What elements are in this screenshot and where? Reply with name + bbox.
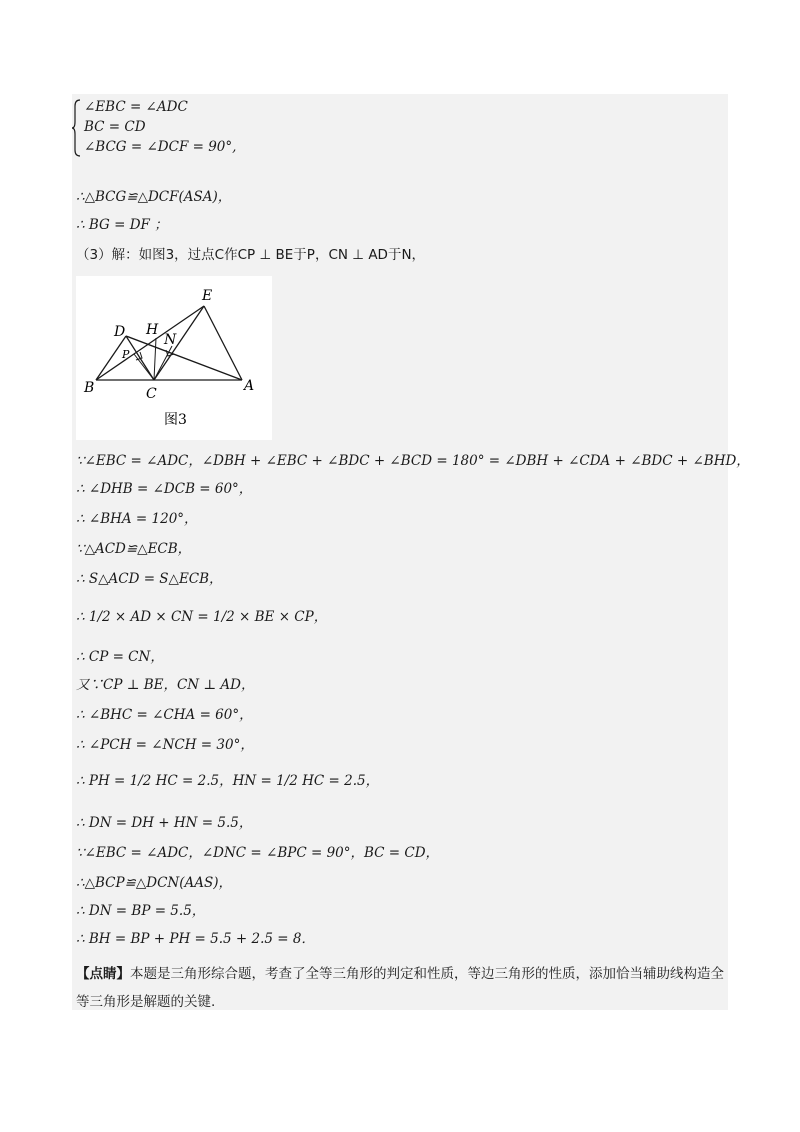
label-H: H — [146, 322, 159, 338]
line-b9: ∴ ∠BHC = ∠CHA = 60°， — [76, 707, 253, 723]
label-A: A — [244, 378, 255, 394]
system-brace — [72, 98, 82, 158]
line-b4: ∵△ACD≌△ECB， — [76, 541, 192, 557]
line-b15: ∴ DN = BP = 5.5， — [76, 903, 206, 919]
label-E: E — [202, 288, 213, 304]
line-b14: ∴△BCP≌△DCN(AAS)， — [76, 875, 232, 891]
key-point-summary — [76, 960, 724, 1016]
key-point-tag: 【点睛】 — [76, 966, 130, 982]
system-line-1: ∠EBC = ∠ADC — [84, 99, 188, 115]
figure-3 — [76, 276, 272, 440]
part3-heading: （3）解：如图3，过点C作CP ⊥ BE于P，CN ⊥ AD于N， — [76, 247, 426, 263]
label-N: N — [164, 332, 177, 348]
line-b7: ∴ CP = CN， — [76, 649, 164, 665]
line-b6: ∴ 1/2 × AD × CN = 1/2 × BE × CP， — [76, 609, 328, 625]
line-a1: ∴△BCG≌△DCF(ASA)， — [76, 189, 232, 205]
label-P: P — [122, 348, 130, 361]
line-b12: ∴ DN = DH + HN = 5.5， — [76, 815, 253, 831]
line-b3: ∴ ∠BHA = 120°， — [76, 511, 198, 527]
key-point-text: 本题是三角形综合题，考查了全等三角形的判定和性质，等边三角形的性质，添加恰当辅助线构造全等三角形是解题的关键. — [76, 966, 724, 1010]
line-b11: ∴ PH = 1/2 HC = 2.5，HN = 1/2 HC = 2.5， — [76, 773, 380, 789]
line-b2: ∴ ∠DHB = ∠DCB = 60°， — [76, 481, 253, 497]
system-line-3: ∠BCG = ∠DCF = 90°, — [84, 139, 237, 155]
label-D: D — [114, 324, 126, 340]
line-b16: ∴ BH = BP + PH = 5.5 + 2.5 = 8． — [76, 931, 315, 947]
system-line-2: BC = CD — [84, 119, 146, 135]
line-b10: ∴ ∠PCH = ∠NCH = 30°， — [76, 737, 254, 753]
line-b5: ∴ S△ACD = S△ECB， — [76, 571, 223, 587]
line-b8: 又∵CP ⊥ BE，CN ⊥ AD， — [76, 677, 255, 693]
line-a2: ∴ BG = DF ； — [76, 217, 168, 233]
line-b13: ∵∠EBC = ∠ADC，∠DNC = ∠BPC = 90°，BC = CD， — [76, 845, 440, 861]
line-b1: ∵∠EBC = ∠ADC，∠DBH + ∠EBC + ∠BDC + ∠BCD = 180° = ∠DBH + ∠CDA + ∠BDC + ∠BHD， — [76, 453, 750, 469]
label-C: C — [146, 386, 157, 402]
label-B: B — [84, 380, 95, 396]
figure-caption: 图3 — [164, 412, 187, 428]
geometry-diagram — [76, 276, 272, 440]
